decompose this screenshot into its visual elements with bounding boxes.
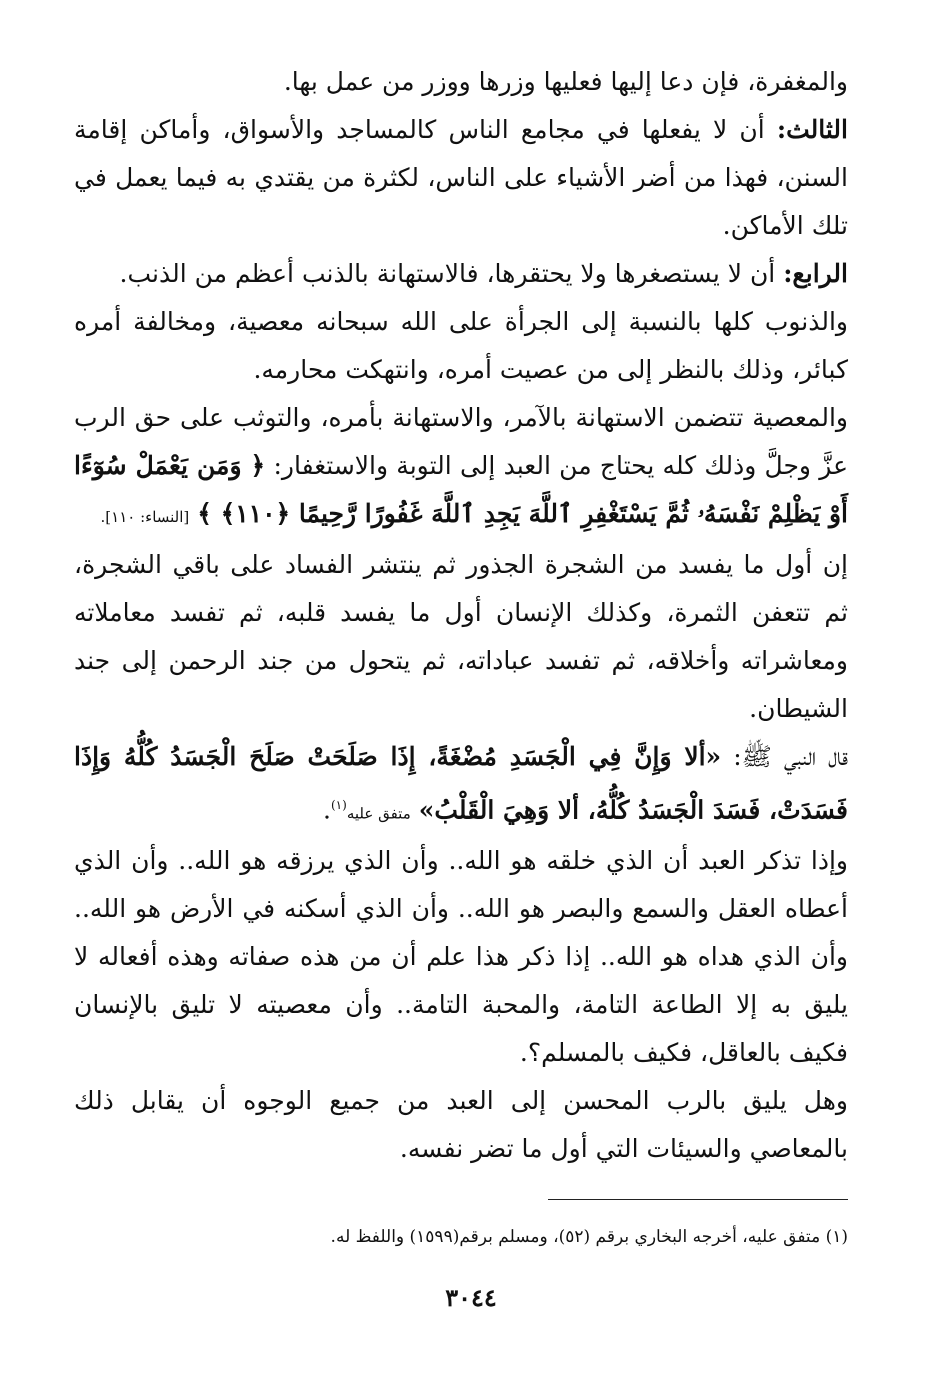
page-number: ٣٠٤٤ [445,1283,497,1312]
quran-verse: ﴿ وَمَن يَعْمَلْ سُوٓءًا أَوْ يَظْلِمْ نَفْسَهُۥ ثُمَّ يَسْتَغْفِرِ ٱللَّهَ يَجِدِ ٱللَّهَ غَفُورًا رَّحِيمًا ﴿١١٠﴾ ﴾ [74,451,848,528]
paragraph-text: والذنوب كلها بالنسبة إلى الجرأة على الله سبحانه معصية، ومخالفة أمره كبائر، وذلك بالنظر إلى من عصيت أمره، وانتهكت محارمه. [74,307,848,384]
footnote-separator [548,1199,848,1200]
footnote: (١) متفق عليه، أخرجه البخاري برقم (٥٢)، ومسلم برقم(١٥٩٩) واللفظ له. [330,1227,848,1247]
quran-reference: [النساء: ١١٠]. [100,508,190,526]
footnote-marker: (١) [330,798,347,812]
point-heading-fourth: الرابع: [783,259,848,288]
paragraph-text: أن لا يستصغرها ولا يحتقرها، فالاستهانة بالذنب أعظم من الذنب. [119,259,784,288]
paragraph-disobedience [74,394,848,541]
paragraph-conclusion [74,1077,848,1173]
paragraph-remembrance [74,837,848,1077]
paragraph-sins [74,298,848,394]
paragraph-text: وهل يليق بالرب المحسن إلى العبد من جميع الوجوه أن يقابل ذلك بالمعاصي والسيئات التي أول ما تضر نفسه. [74,1086,848,1164]
point-heading-third: الثالث: [776,115,848,144]
paragraph-fourth-point [74,250,848,298]
paragraph-text: والمعصية تتضمن الاستهانة بالآمر، والاستهانة بأمره، والتوثب على حق الرب عزَّ وجلَّ وذلك كله يحتاج من العبد إلى التوبة والاستغفار: [74,403,848,480]
paragraph-tree [74,541,848,733]
hadith-text: «ألا وَإِنَّ فِي الْجَسَدِ مُضْغَةً، إِذَا صَلَحَتْ صَلَحَ الْجَسَدُ كُلُّهُ وَإِذَا فَسَدَتْ، فَسَدَ الْجَسَدُ كُلُّهُ، ألا وَهِيَ الْقَلْبُ» [74,742,848,825]
hadith-intro: قال النبي ﷺ: [721,742,848,771]
page-body [74,58,848,1173]
paragraph-third-point [74,106,848,250]
paragraph-text: وإذا تذكر العبد أن الذي خلقه هو الله.. وأن الذي يرزقه هو الله.. وأن الذي أعطاه العقل والسمع والبصر هو الله.. وأن الذي أسكنه في الأرض هو الله.. وأن الذي هداه هو الله.. إذا ذكر هذا علم أن من هذه صفاته وهذه أفعاله لا يليق به إلا الطاعة التامة، والمحبة التامة.. وأن معصيته لا تليق بالإنسان فكيف بالعاقل، فكيف بالمسلم؟. [74,846,848,1068]
paragraph-hadith: قال النبي ﷺ: «ألا وَإِنَّ فِي الْجَسَدِ مُضْغَةً، إِذَا صَلَحَتْ صَلَحَ الْجَسَدُ كُلُّهُ وَإِذَا فَسَدَتْ، فَسَدَ الْجَسَدُ كُلُّهُ، ألا وَهِيَ الْقَلْبُ» متفق عليه$^{(١)}$. [74,742,848,825]
paragraph-text: والمغفرة، فإن دعا إليها فعليها وزرها ووزر من عمل بها. [283,67,848,96]
hadith-reference: متفق عليه [346,804,411,823]
paragraph-text: أن لا يفعلها في مجامع الناس كالمساجد والأسواق، وأماكن إقامة السنن، فهذا من أضر الأشياء على الناس، لكثرة من يقتدي به فيما يعمل في تلك الأماكن. [74,115,848,240]
paragraph-1 [74,58,848,106]
paragraph-text: إن أول ما يفسد من الشجرة الجذور ثم ينتشر الفساد على باقي الشجرة، ثم تتعفن الثمرة، وكذلك الإنسان أول ما يفسد قلبه، ثم تفسد معاملاته ومعاشراته وأخلاقه، ثم تفسد عباداته، ثم يتحول من جند الرحمن إلى جند الشيطان. [74,550,848,723]
